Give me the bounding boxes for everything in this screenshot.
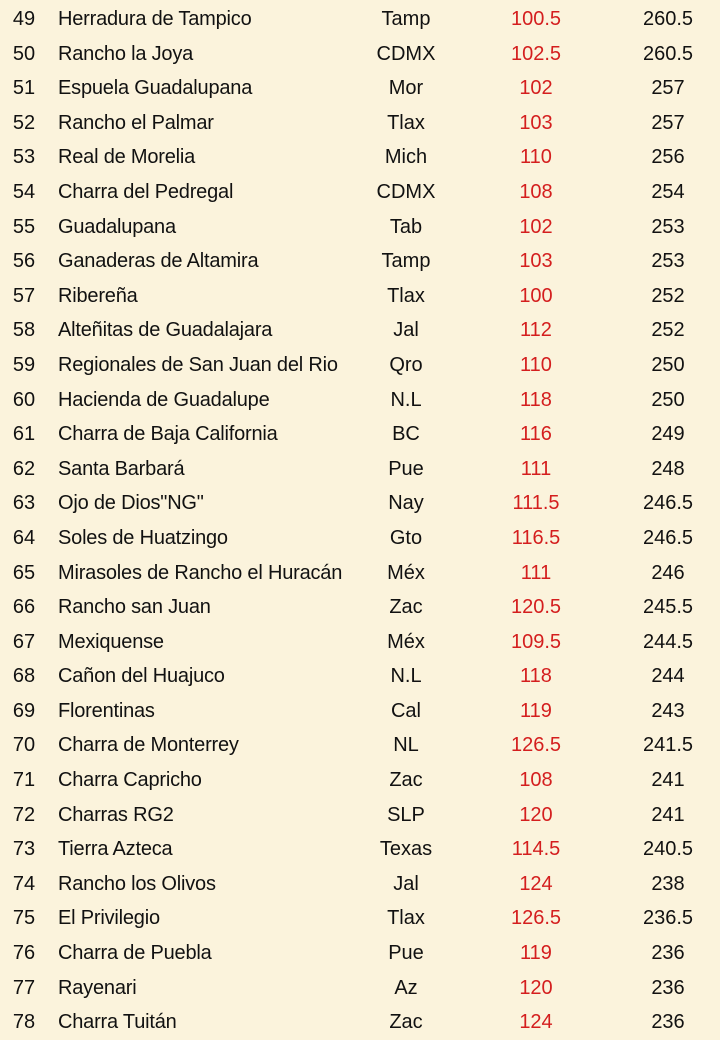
table-row [0,556,720,591]
table-row [0,486,720,521]
table-row [0,106,720,141]
score-b-cell: 252 [651,284,685,307]
table-row [0,901,720,936]
rank-cell: 49 [12,8,36,30]
state-cell: Qro [389,353,423,376]
score-b-cell: 246 [651,561,685,584]
team-name-cell: Charra Tuitán [58,1011,177,1034]
team-name-cell: Alteñitas de Guadalajara [58,319,273,342]
score-b-cell: 250 [651,353,685,376]
score-b-cell: 241 [651,803,685,826]
table-row [0,2,720,37]
score-a-cell: 114.5 [511,838,561,861]
rank-cell: 65 [12,561,36,584]
state-cell: Jal [393,872,419,895]
score-a-cell: 102 [519,215,553,238]
rank-cell: 66 [12,596,36,619]
team-name-cell: Charra Capricho [58,769,202,792]
score-b-cell: 254 [651,180,685,203]
score-a-cell: 120 [519,976,553,999]
team-name-cell: Hacienda de Guadalupe [58,388,270,411]
state-cell: Mich [384,146,428,169]
score-a-cell: 126.5 [510,907,562,930]
score-a-cell: 100 [519,284,553,307]
rank-cell: 64 [12,526,36,549]
score-b-cell: 246.5 [642,526,694,549]
rank-cell: 57 [12,284,36,307]
table-row [0,625,720,660]
score-b-cell: 238 [651,872,685,895]
table-row [0,936,720,971]
score-b-cell: 253 [651,215,685,238]
score-a-cell: 102.5 [510,42,562,65]
table-row [0,313,720,348]
score-a-cell: 111 [520,457,552,480]
rank-cell: 72 [12,803,36,826]
score-a-cell: 109.5 [510,630,562,653]
state-cell: Gto [389,526,423,549]
rank-cell: 73 [12,838,36,861]
score-b-cell: 236 [651,942,685,965]
state-cell: N.L [390,665,422,688]
table-row [0,244,720,279]
team-name-cell: Real de Morelia [58,146,196,169]
score-a-cell: 118 [520,388,552,411]
score-a-cell: 110 [520,146,552,169]
team-name-cell: Cañon del Huajuco [58,665,225,688]
state-cell: Jal [393,319,419,342]
rank-cell: 76 [12,942,36,965]
state-cell: Zac [389,596,423,619]
score-b-cell: 248 [651,457,685,480]
team-name-cell: Espuela Guadalupana [58,77,253,100]
team-name-cell: Mirasoles de Rancho el Huracán [58,561,343,584]
table-row [0,728,720,763]
team-name-cell: Tierra Azteca [58,838,173,861]
rank-cell: 78 [12,1011,36,1034]
team-name-cell: Herradura de Tampico [58,8,252,30]
table-row [0,590,720,625]
rank-cell: 53 [12,146,36,169]
rank-cell: 69 [12,699,36,722]
state-cell: Cal [390,699,421,722]
score-b-cell: 249 [651,423,685,446]
score-b-cell: 244 [651,665,685,688]
score-b-cell: 241.5 [642,734,694,757]
score-a-cell: 111.5 [512,492,560,515]
team-name-cell: Guadalupana [58,215,176,238]
score-b-cell: 257 [651,77,685,100]
score-a-cell: 124 [519,872,553,895]
team-name-cell: Ganaderas de Altamira [58,250,259,273]
rank-cell: 50 [12,42,36,65]
table-row [0,971,720,1006]
score-a-cell: 111 [520,561,552,584]
team-name-cell: Mexiquense [58,630,164,653]
team-name-cell: Rancho los Olivos [58,872,216,895]
table-row [0,452,720,487]
table-row [0,694,720,729]
team-name-cell: Florentinas [58,699,155,722]
score-a-cell: 108 [519,769,553,792]
rank-cell: 58 [12,319,36,342]
rank-cell: 61 [12,423,36,446]
rank-cell: 77 [12,976,36,999]
state-cell: Méx [387,561,425,584]
rank-cell: 62 [12,457,36,480]
team-name-cell: Rancho la Joya [58,42,194,65]
score-b-cell: 260.5 [642,8,694,30]
score-b-cell: 241 [651,769,685,792]
rank-cell: 63 [12,492,36,515]
team-name-cell: Charras RG2 [58,803,174,826]
score-b-cell: 245.5 [642,596,694,619]
score-b-cell: 236 [651,976,685,999]
rank-cell: 56 [12,250,36,273]
state-cell: BC [392,423,420,446]
state-cell: Zac [389,1011,423,1034]
team-name-cell: Soles de Huatzingo [58,526,228,549]
score-b-cell: 240.5 [642,838,694,861]
state-cell: Texas [379,838,433,861]
table-row [0,71,720,106]
table-row [0,763,720,798]
table-row [0,279,720,314]
rank-cell: 74 [12,872,36,895]
table-row [0,521,720,556]
state-cell: CDMX [376,42,436,65]
table-row [0,37,720,72]
team-name-cell: Ribereña [58,284,138,307]
rank-cell: 55 [12,215,36,238]
state-cell: Mor [388,77,424,100]
state-cell: Tlax [387,284,425,307]
score-a-cell: 103 [519,111,553,134]
score-b-cell: 257 [651,111,685,134]
score-b-cell: 236 [651,1011,685,1034]
rank-cell: 70 [12,734,36,757]
rank-cell: 67 [12,630,36,653]
team-name-cell: Charra de Baja California [58,423,278,446]
score-a-cell: 102 [519,77,553,100]
rank-cell: 59 [12,353,36,376]
state-cell: Tlax [387,111,425,134]
team-name-cell: Regionales de San Juan del Rio [58,353,338,376]
score-a-cell: 119 [520,699,552,722]
state-cell: Pue [388,942,424,965]
score-b-cell: 236.5 [642,907,694,930]
table-row [0,210,720,245]
state-cell: Tamp [381,250,431,273]
table-row [0,348,720,383]
state-cell: Nay [388,492,424,515]
state-cell: N.L [390,388,422,411]
score-a-cell: 124 [519,1011,553,1034]
rank-cell: 54 [12,180,36,203]
score-a-cell: 116 [520,423,552,446]
table-row [0,383,720,418]
score-b-cell: 260.5 [642,42,694,65]
score-b-cell: 256 [651,146,685,169]
score-b-cell: 253 [651,250,685,273]
team-name-cell: Ojo de Dios"NG" [58,492,204,515]
team-name-cell: Santa Barbará [58,457,185,480]
state-cell: Méx [387,630,425,653]
rank-cell: 71 [12,769,36,792]
score-a-cell: 108 [519,180,553,203]
team-name-cell: Rancho el Palmar [58,111,214,134]
table-row [0,832,720,867]
state-cell: Tamp [381,8,431,30]
table-row [0,659,720,694]
team-name-cell: El Privilegio [58,907,160,930]
state-cell: Pue [388,457,424,480]
table-row [0,1005,720,1040]
score-a-cell: 112 [520,319,552,342]
score-a-cell: 120.5 [510,596,562,619]
score-b-cell: 246.5 [642,492,694,515]
state-cell: Tlax [387,907,425,930]
score-a-cell: 110 [520,353,552,376]
score-a-cell: 126.5 [510,734,562,757]
table-row [0,140,720,175]
score-b-cell: 244.5 [642,630,694,653]
table-row [0,175,720,210]
score-a-cell: 119 [520,942,552,965]
table-row [0,798,720,833]
table-row [0,867,720,902]
state-cell: NL [393,734,419,757]
score-a-cell: 118 [520,665,552,688]
score-a-cell: 116.5 [511,526,561,549]
score-a-cell: 100.5 [510,8,562,30]
team-name-cell: Charra del Pedregal [58,180,234,203]
team-name-cell: Rayenari [58,976,137,999]
results-table [0,2,720,1040]
rank-cell: 51 [12,77,36,100]
state-cell: Az [394,976,418,999]
rank-cell: 52 [12,111,36,134]
rank-cell: 68 [12,665,36,688]
score-a-cell: 120 [519,803,553,826]
team-name-cell: Charra de Puebla [58,942,212,965]
rank-cell: 60 [12,388,36,411]
table-row [0,417,720,452]
rank-cell: 75 [12,907,36,930]
team-name-cell: Charra de Monterrey [58,734,239,757]
state-cell: CDMX [376,180,436,203]
score-b-cell: 250 [651,388,685,411]
team-name-cell: Rancho san Juan [58,596,211,619]
score-b-cell: 252 [651,319,685,342]
score-b-cell: 243 [651,699,685,722]
score-a-cell: 103 [519,250,553,273]
state-cell: SLP [387,803,425,826]
state-cell: Zac [389,769,423,792]
state-cell: Tab [389,215,423,238]
